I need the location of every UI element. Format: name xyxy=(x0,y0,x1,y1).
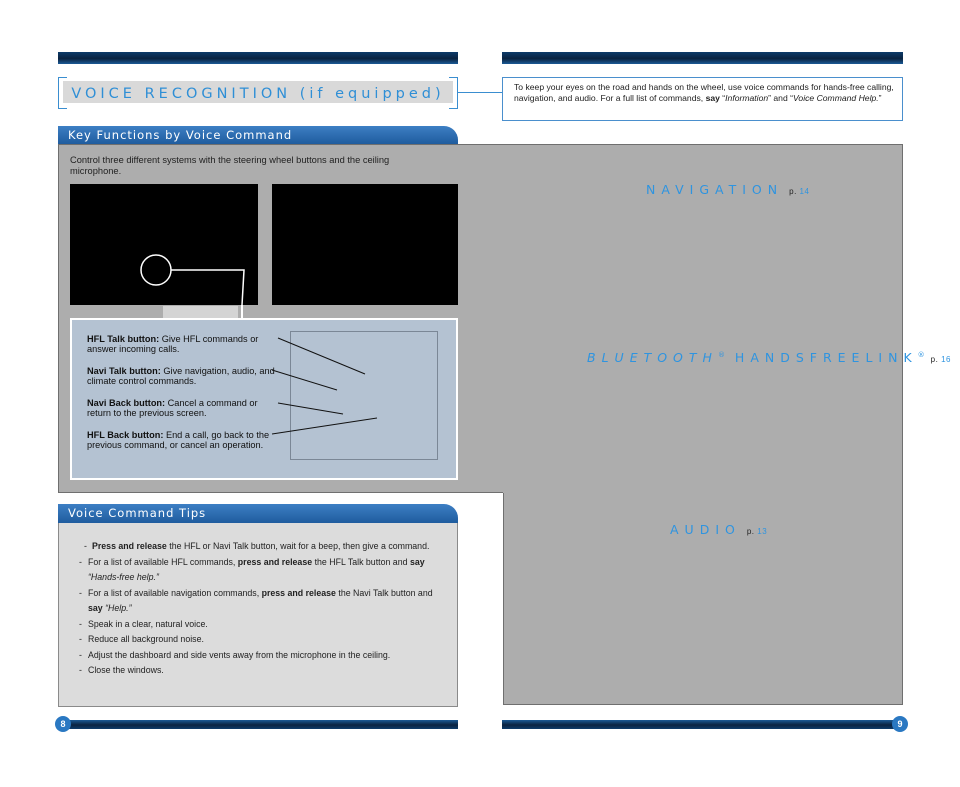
title-background xyxy=(63,81,453,103)
tip-item xyxy=(78,586,448,617)
tip-item xyxy=(78,617,448,633)
navi-back-label xyxy=(87,398,279,418)
callout-svg xyxy=(70,184,258,305)
navi-back-name: Navi Back button: xyxy=(87,398,166,408)
tip-2-bold: press and release xyxy=(237,556,313,567)
intro-text-3: ” and “ xyxy=(768,92,793,103)
navi-back-desc: Cancel a command or return to the previous screen. xyxy=(87,398,258,418)
hfl-talk-desc: Give HFL commands or answer incoming calls. xyxy=(87,334,259,354)
tip-item xyxy=(78,539,448,555)
audio-heading xyxy=(670,522,767,537)
navigation-label: NAVIGATION xyxy=(646,182,784,197)
audio-page-ref xyxy=(747,527,767,536)
navi-talk-label xyxy=(87,366,279,386)
leader-navi-back xyxy=(278,403,343,414)
leader-hfl-talk xyxy=(278,338,365,374)
bottom-bar-left xyxy=(58,720,458,729)
tip-1-text: the HFL or Navi Talk button, wait for a beep, then give a command. xyxy=(166,541,430,551)
tip-item xyxy=(78,632,448,648)
audio-page-number: 13 xyxy=(757,527,768,536)
leader-navi-talk xyxy=(272,370,337,390)
tip-3-text-b: the Navi Talk button and xyxy=(335,587,433,598)
hfl-back-name: HFL Back button: xyxy=(87,430,164,440)
voice-tips-tab xyxy=(58,504,458,523)
steering-buttons-photo xyxy=(272,184,458,305)
bluetooth-page-prefix: p. xyxy=(930,355,939,364)
tip-6-text: Adjust the dashboard and side vents away from the microphone in the ceiling. xyxy=(88,649,391,660)
top-bar-left xyxy=(58,52,458,64)
navigation-page-number: 14 xyxy=(799,187,810,196)
button-leader-lines xyxy=(270,330,390,450)
intro-command-information: Information xyxy=(725,92,769,103)
title-connector-line xyxy=(458,92,502,93)
tip-2-text-b: the HFL Talk button and xyxy=(312,556,410,567)
handsfreelink-label: HANDSFREELINK xyxy=(734,350,918,365)
intro-command-help: Voice Command Help. xyxy=(793,92,879,103)
page-number-left: 8 xyxy=(55,716,71,732)
leader-hfl-back xyxy=(272,418,377,434)
voice-tips-list xyxy=(78,539,448,679)
bluetooth-heading xyxy=(587,350,951,365)
bluetooth-page-number: 16 xyxy=(941,355,951,364)
navigation-page-prefix: p. xyxy=(789,187,797,196)
tip-2-say: say xyxy=(409,556,425,567)
key-functions-description: Control three different systems with the steering wheel buttons and the ceiling microphone. xyxy=(70,155,390,176)
tip-3-say: say xyxy=(88,603,103,613)
key-functions-tab xyxy=(58,126,458,144)
tip-2-command: “Hands-free help.” xyxy=(88,572,159,582)
navigation-page-ref xyxy=(789,187,809,196)
photo-caption-strip xyxy=(163,306,238,318)
page-title: VOICE RECOGNITION (if equipped) xyxy=(71,86,445,102)
audio-label: AUDIO xyxy=(670,522,741,537)
tip-1-bold: Press and release xyxy=(92,541,167,551)
bluetooth-page-ref xyxy=(931,355,951,364)
hfl-back-desc: End a call, go back to the previous command, or cancel an operation. xyxy=(87,430,270,450)
bottom-bar-right xyxy=(502,720,903,729)
steering-wheel-photo xyxy=(70,184,258,305)
navigation-heading xyxy=(646,182,809,197)
tip-2-text-a: For a list of available HFL commands, xyxy=(88,556,238,567)
bluetooth-label: BLUETOOTH xyxy=(587,350,718,365)
intro-text-1: To keep your eyes on the road and hands on the wheel, use voice commands for hands-free calling, navigation, and audio. For a full list of commands, xyxy=(514,82,894,103)
tip-item xyxy=(78,555,448,586)
key-functions-tab-label: Key Functions by Voice Command xyxy=(68,128,293,142)
tip-3-bold: press and release xyxy=(261,587,336,598)
navi-talk-desc: Give navigation, audio, and climate control commands. xyxy=(87,366,275,386)
intro-text xyxy=(502,77,903,121)
tip-7-text: Close the windows. xyxy=(88,665,164,675)
callout-leader-down xyxy=(241,305,243,319)
hfl-talk-name: HFL Talk button: xyxy=(87,334,160,344)
tip-item xyxy=(78,648,448,664)
audio-page-prefix: p. xyxy=(746,527,755,536)
panel-border-bottom-left xyxy=(58,492,503,493)
tip-3-text-a: For a list of available navigation commands, xyxy=(88,587,262,598)
microphone-callout-circle xyxy=(141,255,171,285)
page-title-box xyxy=(58,77,458,107)
page-number-right: 9 xyxy=(892,716,908,732)
hfl-back-label xyxy=(87,430,279,450)
tip-5-text: Reduce all background noise. xyxy=(88,634,204,644)
intro-say: say xyxy=(705,92,720,103)
navi-talk-name: Navi Talk button: xyxy=(87,366,161,376)
callout-leader-line xyxy=(171,270,244,305)
hfl-talk-label xyxy=(87,334,279,354)
intro-text-4: ” xyxy=(878,92,882,103)
tip-3-command: “Help.” xyxy=(102,603,132,613)
bluetooth-reg-mark: ® xyxy=(717,350,725,359)
top-bar-right xyxy=(502,52,903,64)
handsfreelink-reg-mark: ® xyxy=(917,350,925,359)
tip-item xyxy=(78,663,448,679)
tip-4-text: Speak in a clear, natural voice. xyxy=(88,618,208,629)
voice-tips-tab-label: Voice Command Tips xyxy=(68,506,207,520)
intro-text-2: “ xyxy=(719,92,726,103)
